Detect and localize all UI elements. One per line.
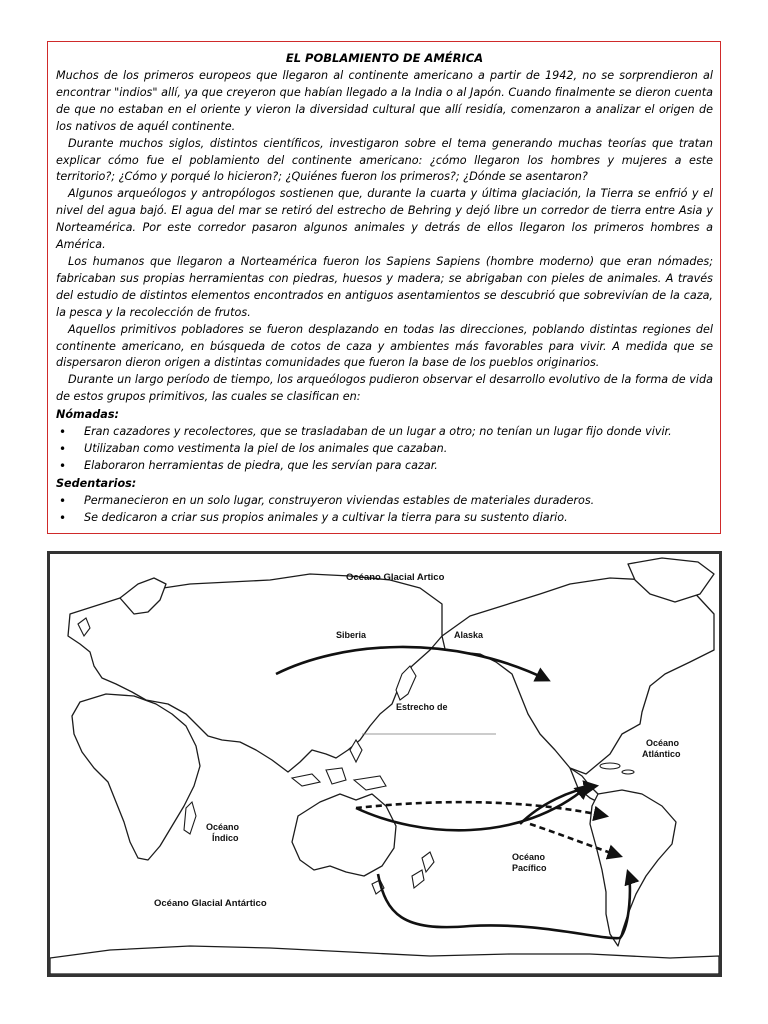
madagascar-island [184,802,196,834]
world-map-image [50,554,719,974]
list-item: • Eran cazadores y recolectores, que se trasladaban de un lugar a otro; no tenían un lugar fijo donde vivir. [56,424,713,441]
pacific-dashed-route-arrow [356,802,606,816]
list-item: • Permanecieron en un solo lugar, construyeron viviendas estables de materiales duraderos. [56,493,713,510]
label-atlantic-ocean-1: Océano [646,738,680,748]
label-pacific-ocean-2: Pacífico [512,863,547,873]
indonesia-island [292,774,320,786]
new-guinea-island [354,776,386,790]
paragraph-sapiens: Los humanos que llegaron a Norteamérica fueron los Sapiens Sapiens (hombre moderno) que eran nómades; fabricaban sus propias herramientas con piedras, huesos y madera; se abrigaban con pieles de animales. A través del estudio de distintos elementos encontrados en antiguos asentamientos se descubrió que sobrevivían de la caza, la pesca y la recolección de frutos. [56,254,713,319]
africa-landmass [72,694,200,860]
label-siberia: Siberia [336,630,367,640]
paragraph-dispersion: Aquellos primitivos pobladores se fueron desplazando en todas las direcciones, poblando distintas regiones del continente americano, en búsqueda de cotos de caza y ambientes más favorables para vivir. A medida que se dispersaron dieron origen a distintas comunidades que fueron la base de los pueblos originarios. [56,322,713,370]
nomadas-list [56,424,713,475]
reading-text-box [47,41,721,534]
document-title: EL POBLAMIENTO DE AMÉRICA [285,51,484,65]
paragraph-theories: Durante muchos siglos, distintos científicos, investigaron sobre el tema generando muchas teorías que tratan explicar cómo fue el poblamiento del continente americano: ¿cómo llegaron los hombres y mujeres a este territorio?; ¿Cómo y porqué lo hicieron?; ¿Quiénes fueron los primeros?; ¿Dónde se asentaron? [56,136,713,184]
south-america-landmass [590,790,676,946]
label-arctic-ocean: Océano Glacial Artico [346,572,445,583]
migration-map [47,551,722,977]
label-indian-ocean-1: Océano [206,822,240,832]
label-alaska: Alaska [454,630,484,640]
label-antarctic-ocean: Océano Glacial Antártico [154,898,267,909]
antarctica-coast [50,946,719,974]
list-item: • Utilizaban como vestimenta la piel de los animales que cazaban. [56,441,713,458]
paragraph-glaciation: Algunos arqueólogos y antropólogos sostienen que, durante la cuarta y última glaciación, la Tierra se enfrió y el nivel del agua bajó. El agua del mar se retiró del estrecho de Behring y dejó libre un corredor de tierra entre Asia y Norteamérica. Por este corredor pasaron algunos animales y detrás de ellos llegaron los primeros hombres a América. [56,187,713,252]
label-pacific-ocean-1: Océano [512,852,546,862]
list-item: • Se dedicaron a criar sus propios animales y a cultivar la tierra para su sustento diario. [56,510,713,527]
paragraph-intro: Muchos de los primeros europeos que llegaron al continente americano a partir de 1942, no se sorprendieron al encontrar "indios" allí, ya que creyeron que habían llegado a la India o al Japón. Cuando finalmente se dieron cuenta de que no estaban en el oriente y vieron la diversidad cultural que allí residía, comenzaron a analizar el origen de los nativos de aquél continente. [56,69,713,133]
caribbean-island [600,763,620,769]
label-indian-ocean-2: Índico [212,833,239,843]
label-atlantic-ocean-2: Atlántico [642,749,681,759]
paragraph-classification: Durante un largo período de tiempo, los arqueólogos pudieron observar el desarrollo evolutivo de la forma de vida de estos grupos primitivos, las cuales se clasifican en: [56,373,713,404]
list-item: • Elaboraron herramientas de piedra, que les servían para cazar. [56,458,713,475]
new-zealand-island [422,852,434,872]
caribbean-island [622,770,634,774]
sedentarios-list [56,493,713,527]
sedentarios-heading: Sedentarios: [56,476,137,490]
nomadas-heading: Nómadas: [56,408,119,422]
label-strait: Estrecho de [396,702,448,712]
new-zealand-island [412,870,424,888]
indonesia-island [326,768,346,784]
